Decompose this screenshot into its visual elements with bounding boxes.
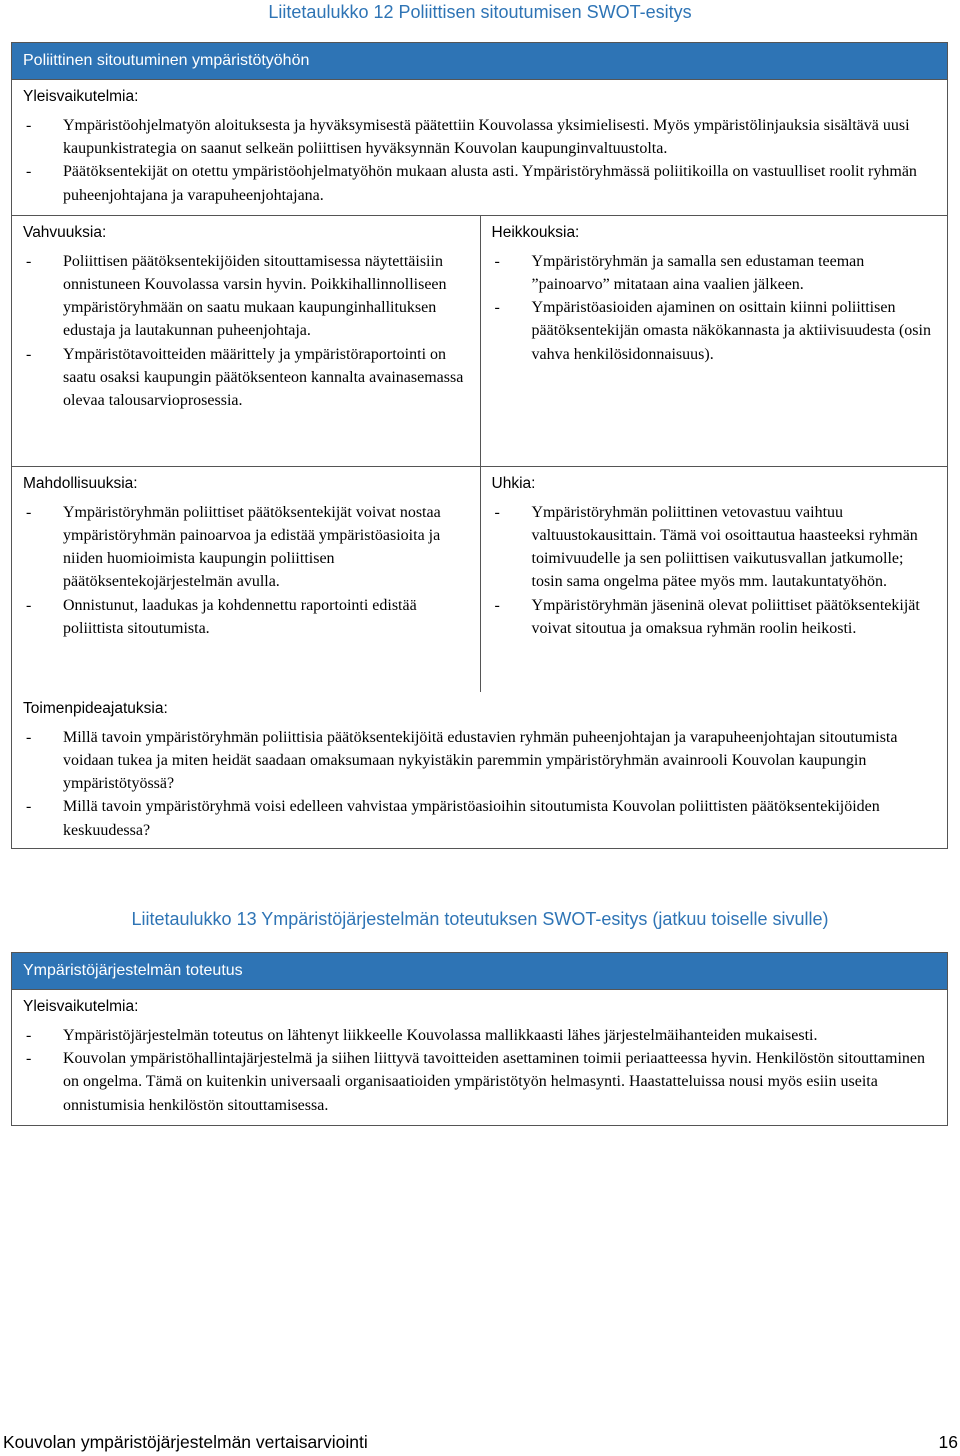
general-title: Yleisvaikutelmia: — [23, 998, 139, 1015]
swot-row-2 — [12, 466, 947, 692]
general-list — [23, 114, 937, 207]
actions-list — [23, 726, 937, 842]
weaknesses-cell — [480, 216, 948, 466]
strengths-list — [23, 250, 470, 412]
list-item: - Ympäristöjärjestelmän toteutus on lähtenyt liikkeelle Kouvolassa mallikkaasti lähes järjestelmäihanteiden mukaisesti. — [23, 1024, 937, 1047]
list-item: - Ympäristöryhmän ja samalla sen edustaman teeman ”painoarvo” mitataan aina vaalien jälkeen. — [492, 250, 938, 296]
page-number: 16 — [938, 1432, 958, 1452]
table13-general — [12, 990, 947, 1125]
list-item: - Ympäristöryhmän jäseninä olevat poliittiset päätöksentekijät voivat sitoutua ja omaksua ryhmän roolin heikosti. — [492, 594, 938, 640]
strengths-cell — [12, 216, 480, 466]
threats-cell — [480, 467, 948, 692]
opportunities-title: Mahdollisuuksia: — [23, 474, 138, 492]
table12-actions — [12, 692, 947, 848]
table13-band-title: Ympäristöjärjestelmän toteutus — [12, 953, 947, 990]
strengths-title: Vahvuuksia: — [23, 223, 107, 241]
general-title: Yleisvaikutelmia: — [23, 88, 139, 105]
weaknesses-title: Heikkouksia: — [491, 223, 580, 241]
list-item: - Ympäristöohjelmatyön aloituksesta ja hyväksymisestä päätettiin Kouvolassa yksimielisesti. Myös ympäristölinjauksia sisältävä uusi kaupunkistrategia on saanut selkeän poliittisen hyväksynnän Kouvolan kaupunginvaltuustolta. — [23, 114, 937, 160]
table12-band-title: Poliittinen sitoutuminen ympäristötyöhön — [12, 43, 947, 80]
weaknesses-list — [492, 250, 938, 366]
opportunities-list — [23, 501, 470, 640]
table13-caption: Liitetaulukko 13 Ympäristöjärjestelmän toteutuksen SWOT-esitys (jatkuu toiselle sivulle) — [131, 909, 829, 929]
list-item: - Millä tavoin ympäristöryhmän poliittisia päätöksentekijöitä edustavien ryhmän puheenjohtajan ja varapuheenjohtajan sitoutumista voidaan tukea ja miten heidät saadaan omaksumaan nykyistäkin paremmin ympäristöryhmän avainrooli Kouvolan kaupungin ympäristötyössä? — [23, 726, 937, 796]
table13 — [11, 952, 948, 1126]
page-footer — [3, 1430, 960, 1454]
list-item: - Ympäristöryhmän poliittinen vetovastuu vaihtuu valtuustokausittain. Tämä voi osoittautua haasteeksi ryhmän toimivuudelle ja sen poliittisen vaikutusvallan jatkumolle; tosin sama ongelma pätee myös mm. lautakuntatyöhön. — [492, 501, 938, 594]
list-item: - Ympäristötavoitteiden määrittely ja ympäristöraportointi on saatu osaksi kaupungin päätöksenteon kannalta avainasemassa olevaa talousarvioprosessia. — [23, 343, 470, 413]
list-item: - Ympäristöryhmän poliittiset päätöksentekijät voivat nostaa ympäristöryhmän painoarvoa ja edistää ympäristöasioita ja niiden huomioimista kaupungin poliittisen päätöksentekojärjestelmän avulla. — [23, 501, 470, 594]
opportunities-cell — [12, 467, 480, 692]
swot-row-1 — [12, 215, 947, 466]
footer-title: Kouvolan ympäristöjärjestelmän vertaisarviointi — [3, 1432, 368, 1452]
list-item: - Millä tavoin ympäristöryhmä voisi edelleen vahvistaa ympäristöasioihin sitoutumista Kouvolan poliittisten päätöksentekijöiden keskuudessa? — [23, 795, 937, 841]
table12-general — [12, 80, 947, 215]
table12 — [11, 42, 948, 849]
list-item: - Päätöksentekijät on otettu ympäristöohjelmatyöhön mukaan alusta asti. Ympäristöryhmässä poliitikoilla on vastuulliset roolit ryhmän puheenjohtajana ja varapuheenjohtajana. — [23, 160, 937, 206]
threats-list — [492, 501, 938, 640]
threats-title: Uhkia: — [491, 474, 536, 492]
list-item: - Ympäristöasioiden ajaminen on osittain kiinni poliittisen päätöksentekijän omasta näkökannasta ja aktiivisuudesta (osin vahva henkilösidonnaisuus). — [492, 296, 938, 366]
list-item: - Kouvolan ympäristöhallintajärjestelmä ja siihen liittyvä tavoitteiden asettaminen toimii periaatteessa hyvin. Henkilöstön sitouttaminen on ongelma. Tämä on kuitenkin universaali organisaatioiden ympäristötyön helmasynti. Haastatteluissa nousi myös esiin useita onnistumisia henkilöstön sitouttamisessa. — [23, 1047, 937, 1117]
list-item: - Onnistunut, laadukas ja kohdennettu raportointi edistää poliittista sitoutumista. — [23, 594, 470, 640]
general-list — [23, 1024, 937, 1117]
table12-caption: Liitetaulukko 12 Poliittisen sitoutumisen SWOT-esitys — [268, 2, 692, 22]
list-item: - Poliittisen päätöksentekijöiden sitouttamisessa näytettäisiin onnistuneen Kouvolassa varsin hyvin. Poikkihallinnolliseen ympäristöryhmään on saatu mukaan kaupunginhallituksen edustaja ja lautakunnan puheenjohtaja. — [23, 250, 470, 343]
actions-title: Toimenpideajatuksia: — [23, 699, 168, 717]
